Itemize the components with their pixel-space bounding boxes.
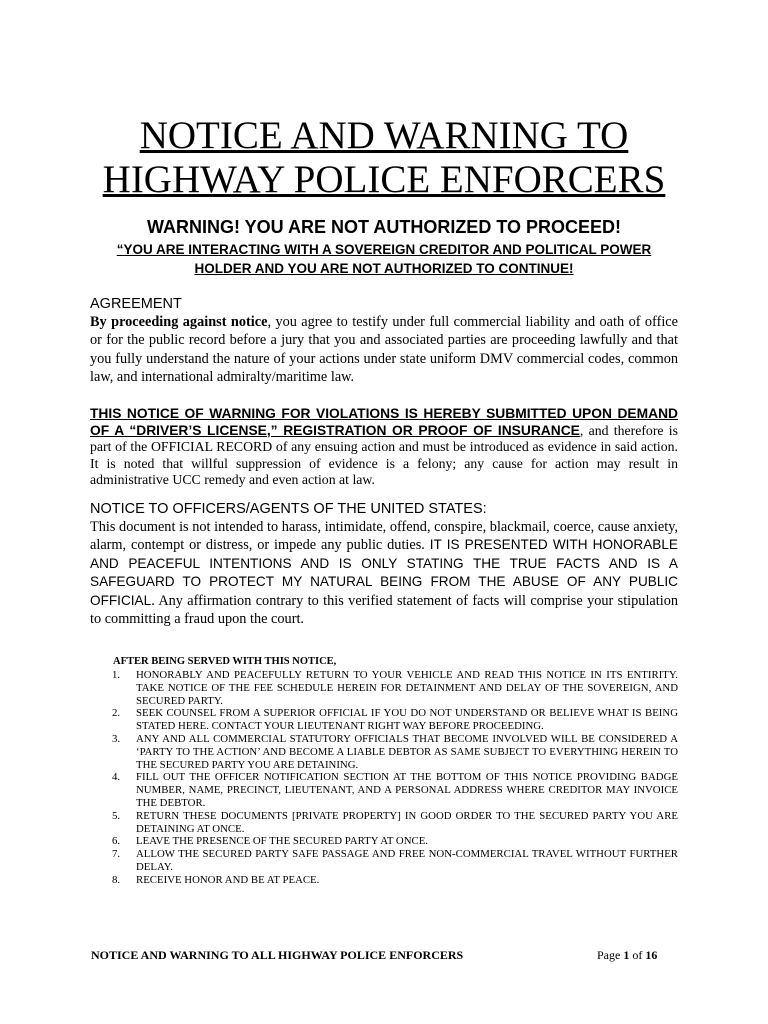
list-item-text: SEEK COUNSEL FROM A SUPERIOR OFFICIAL IF YOU DO NOT UNDERSTAND OR BELIEVE WHAT IS BEING STATED HERE. CONTACT YOUR LIEUTENANT RIGHT WAY BEFORE PROCEEDING. (136, 707, 678, 733)
agreement-body: , you agree to testify under full commercial liability and oath of office or for the public record before a jury that you and associated parties are proceeding lawfully and that you fully understand the nature of your actions under state uniform DMV commercial codes, common law, and international admiralty/maritime law. (90, 314, 678, 386)
list-item (110, 707, 678, 733)
list-item-number: 8. (112, 873, 121, 886)
list-item-text: HONORABLY AND PEACEFULLY RETURN TO YOUR VEHICLE AND READ THIS NOTICE IN ITS ENTIRITY. TAKE NOTICE OF THE FEE SCHEDULE HEREIN FOR DETAINMENT AND DELAY OF THE SOVEREIGN, AND SECURED PARTY. (136, 669, 678, 707)
list-item (110, 810, 678, 836)
officers-caps-statement: IT IS PRESENTED WITH HONORABLE AND PEACEFUL INTENTIONS AND IS ONLY STATING THE TRUE FACTS AND IS A SAFEGUARD TO PROTECT MY NATURAL BEING FROM THE ABUSE OF ANY PUBLIC OFFICIAL (90, 537, 678, 608)
list-item-number: 5. (112, 809, 121, 822)
list-item (110, 848, 678, 874)
warning-heading: WARNING! YOU ARE NOT AUTHORIZED TO PROCEED! (146, 217, 621, 237)
list-item-text: RECEIVE HONOR AND BE AT PEACE. (136, 873, 320, 886)
list-item (110, 669, 678, 707)
instructions-list (110, 669, 678, 887)
list-item (110, 835, 678, 848)
list-item-number: 7. (112, 848, 121, 861)
list-item (110, 771, 678, 809)
list-item-number: 1. (112, 669, 121, 681)
page-total: 16 (645, 948, 658, 962)
officers-text-1: This document is not intended to harass, intimidate, offend, conspire, blackmail, coerce, cause anxiety, alarm, contempt or distress, or impede any public duties. (90, 519, 678, 554)
warning-subheading (90, 240, 678, 278)
agreement-paragraph (90, 313, 678, 387)
page-current: 1 (623, 948, 630, 962)
list-item-text: FILL OUT THE OFFICER NOTIFICATION SECTION AT THE BOTTOM OF THIS NOTICE PROVIDING BADGE NUMBER, NAME, PRECINCT, LIEUTENANT, AND A PERSONAL ADDRESS WHERE CREDITOR MAY INVOICE THE DEBTOR. (136, 771, 678, 809)
title-line-1: NOTICE AND WARNING TO (139, 114, 629, 157)
violations-paragraph (90, 406, 678, 489)
violations-body: , and therefore is part of the OFFICIAL RECORD of any ensuing action and must be introduced as evidence in said action. It is noted that willful suppression of evidence is a felony; any cause for action may result in administrative UCC remedy and even action at law. (90, 422, 678, 488)
officers-text-2: . Any affirmation contrary to this verified statement of facts will comprise your stipulation to committing a fraud upon the court. (90, 592, 678, 628)
footer-title: NOTICE AND WARNING TO ALL HIGHWAY POLICE ENFORCERS (91, 948, 464, 962)
list-item-text: ANY AND ALL COMMERCIAL STATUTORY OFFICIALS THAT BECOME INVOLVED WILL BE CONSIDERED A ‘PARTY TO THE ACTION’ AND BECOME A LIABLE DEBTOR AS SAME SUBJECT TO EVERYTHING HEREIN TO THE SECURED PARTY YOU ARE DETAINING. (136, 732, 678, 771)
list-item-number: 2. (112, 707, 121, 720)
page-word: Page (597, 948, 624, 962)
page-of-word: of (629, 948, 646, 962)
violations-lead: THIS NOTICE OF WARNING FOR VIOLATIONS IS HEREBY SUBMITTED UPON DEMAND OF A “DRIVER’S LICENSE,” REGISTRATION OR PROOF OF INSURANCE (90, 406, 678, 438)
list-item-text: RETURN THESE DOCUMENTS [PRIVATE PROPERTY] IN GOOD ORDER TO THE SECURED PARTY YOU ARE DETAINING AT ONCE. (136, 809, 678, 835)
page-number (597, 947, 657, 963)
document-title (60, 114, 708, 202)
warning-subheading-text: “YOU ARE INTERACTING WITH A SOVEREIGN CREDITOR AND POLITICAL POWER HOLDER AND YOU ARE NOT AUTHORIZED TO CONTINUE! (116, 242, 652, 276)
list-item-number: 6. (112, 835, 121, 848)
officers-heading-suffix: : (482, 501, 487, 517)
list-item (110, 874, 678, 887)
list-item-text: ALLOW THE SECURED PARTY SAFE PASSAGE AND FREE NON-COMMERCIAL TRAVEL WITHOUT FURTHER DELAY. (136, 848, 678, 873)
officers-heading-text: NOTICE TO OFFICERS/AGENTS OF THE UNITED STATES (90, 501, 483, 517)
officers-paragraph (90, 518, 678, 628)
list-item (110, 733, 678, 771)
title-line-2: HIGHWAY POLICE ENFORCERS (102, 158, 666, 201)
instructions-heading: AFTER BEING SERVED WITH THIS NOTICE, (113, 656, 337, 667)
list-item-number: 3. (112, 732, 121, 745)
agreement-heading: AGREEMENT (90, 296, 182, 312)
agreement-lead: By proceeding against notice (90, 314, 268, 330)
list-item-number: 4. (112, 771, 121, 784)
officers-heading (90, 500, 487, 518)
list-item-text: LEAVE THE PRESENCE OF THE SECURED PARTY AT ONCE. (136, 835, 429, 848)
